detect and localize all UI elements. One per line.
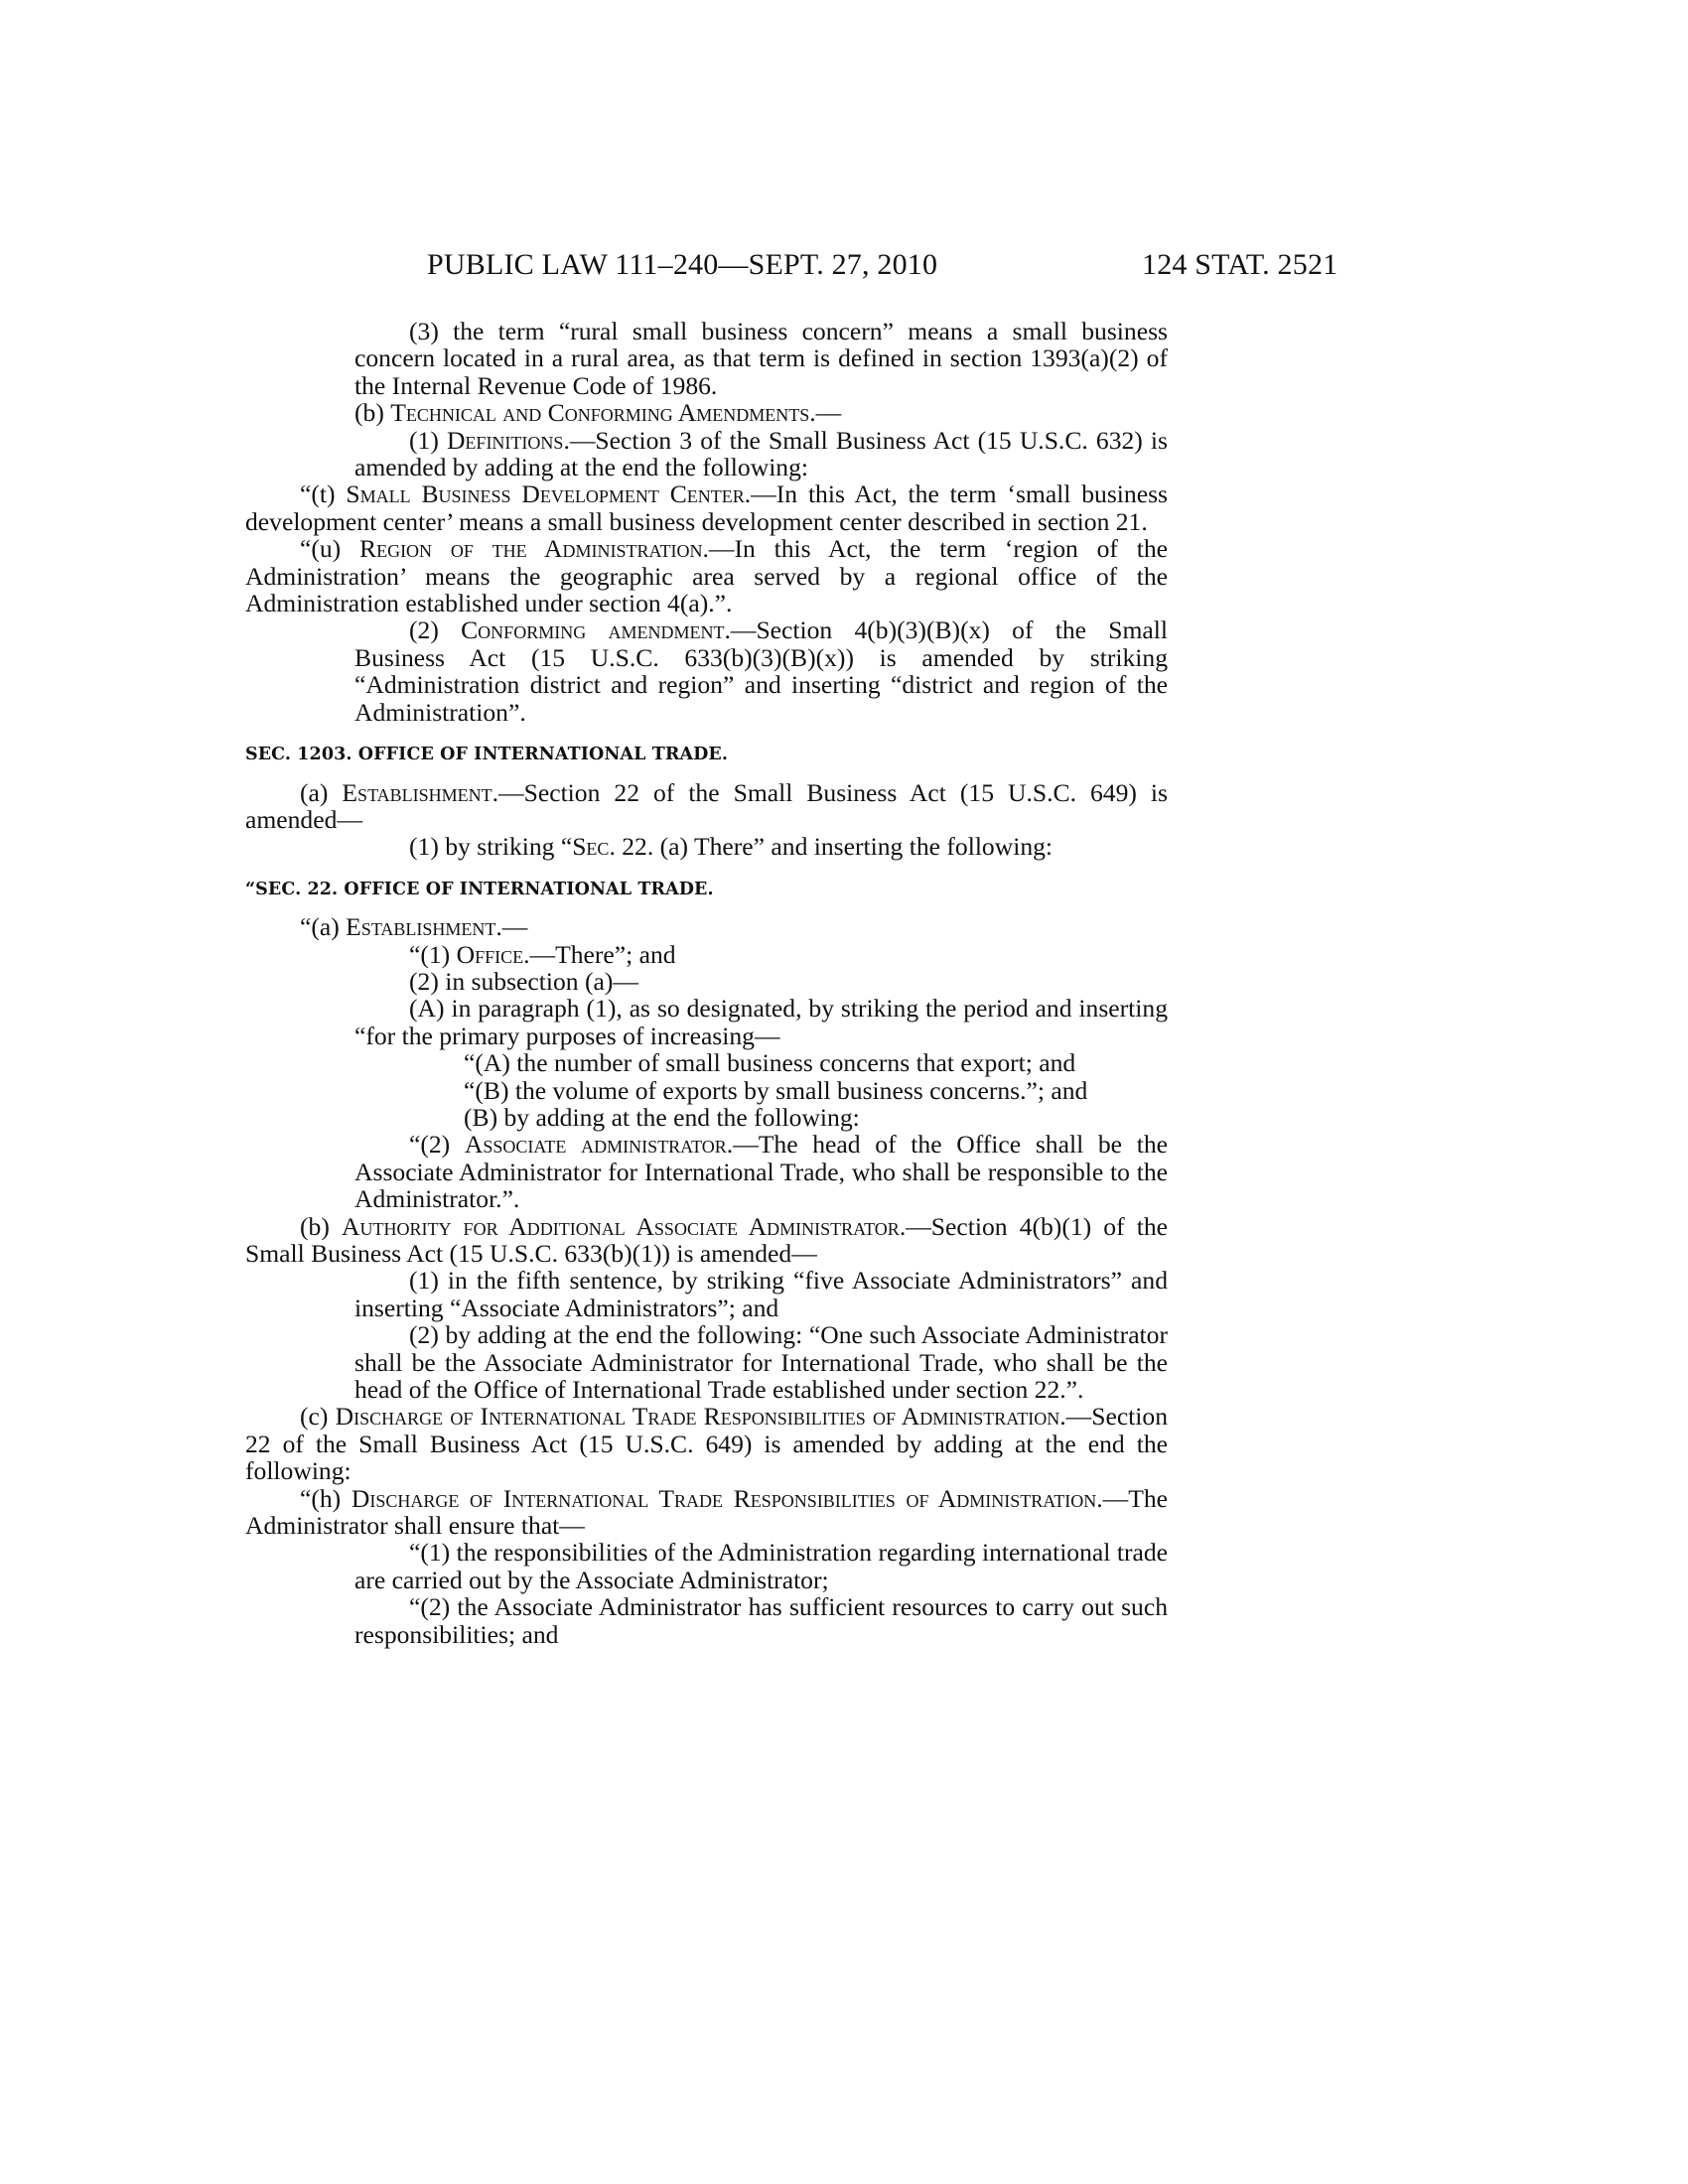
statute-page-number: 124 STAT. 2521 <box>1142 248 1338 281</box>
section-22-heading: “SEC. 22. OFFICE OF INTERNATIONAL TRADE. <box>245 879 714 899</box>
quoted-b-volume-of-exports: “(B) the volume of exports by small business concerns.”; and <box>464 1075 1088 1105</box>
subsection-b-heading: (b) Technical and Conforming Amendments.— <box>354 398 842 428</box>
paragraph-1-striking: (1) by striking “Sec. 22. (a) There” and inserting the following: <box>409 832 1054 862</box>
quoted-subsection-u: “(u) Region of the Administration.—In this Act, the term ‘region of the Administration’ means the geographic area served by a regional office of the Administration established under section 4(a).”. <box>245 534 1168 618</box>
subparagraph-a-paragraph-1: (A) in paragraph (1), as so designated, by striking the period and inserting “for the primary purposes of increasing— <box>354 994 1168 1050</box>
paragraph-1-fifth-sentence: (1) in the fifth sentence, by striking “five Associate Administrators” and inserting “Associate Administrators”; and <box>354 1266 1168 1322</box>
quoted-h-discharge: “(h) Discharge of International Trade Responsibilities of Administration.—The Administrator shall ensure that— <box>245 1483 1168 1541</box>
quoted-a-establishment: “(a) Establishment.— <box>300 912 528 942</box>
paragraph-1-definitions: (1) Definitions.—Section 3 of the Small Business Act (15 U.S.C. 632) is amended by adding at the end the following: <box>354 425 1168 482</box>
quoted-1-responsibilities: “(1) the responsibilities of the Administration regarding international trade are carried out by the Associate Administrator; <box>354 1538 1168 1594</box>
section-1203-heading: SEC. 1203. OFFICE OF INTERNATIONAL TRADE. <box>245 745 729 765</box>
document-body <box>245 317 1168 1649</box>
paragraph-2-subsection-a: (2) in subsection (a)— <box>409 966 638 996</box>
subsection-b-authority: (b) Authority for Additional Associate Administrator.—Section 4(b)(1) of the Small Business Act (15 U.S.C. 633(b)(1)) is amended— <box>245 1211 1168 1268</box>
running-head: PUBLIC LAW 111–240—SEPT. 27, 2010 <box>427 248 938 281</box>
quoted-2-sufficient-resources: “(2) the Associate Administrator has sufficient resources to carry out such responsibilities; and <box>354 1592 1168 1649</box>
quoted-2-associate-administrator: “(2) Associate administrator.—The head of the Office shall be the Associate Administrator for International Trade, who shall be responsible to the Administrator.”. <box>354 1130 1168 1214</box>
quoted-subsection-t: “(t) Small Business Development Center.—In this Act, the term ‘small business development center’ means a small business development center described in section 21. <box>245 479 1168 536</box>
quoted-1-office: “(1) Office.—There”; and <box>409 939 676 969</box>
subparagraph-b-adding: (B) by adding at the end the following: <box>464 1102 860 1132</box>
paragraph-3-rural-definition: (3) the term “rural small business concern” means a small business concern located in a rural area, as that term is defined in section 1393(a)(2) of the Internal Revenue Code of 1986. <box>354 317 1168 400</box>
quoted-a-number-of-concerns: “(A) the number of small business concerns that export; and <box>464 1048 1076 1078</box>
subsection-c-discharge: (c) Discharge of International Trade Responsibilities of Administration.—Section 22 of the Small Business Act (15 U.S.C. 649) is amended by adding at the end the following: <box>245 1402 1168 1486</box>
paragraph-2-one-such-associate: (2) by adding at the end the following: “One such Associate Administrator shall be the Associate Administrator for International Trade, who shall be the head of the Office of International Trade established under section 22.”. <box>354 1320 1168 1405</box>
page-header <box>0 248 1688 288</box>
subsection-a-establishment: (a) Establishment.—Section 22 of the Small Business Act (15 U.S.C. 649) is amended— <box>245 777 1168 834</box>
paragraph-2-conforming-amendment: (2) Conforming amendment.—Section 4(b)(3)(B)(x) of the Small Business Act (15 U.S.C. 633(b)(3)(B)(x)) is amended by striking “Administration district and region” and inserting “district and region of the Administration”. <box>354 615 1168 727</box>
